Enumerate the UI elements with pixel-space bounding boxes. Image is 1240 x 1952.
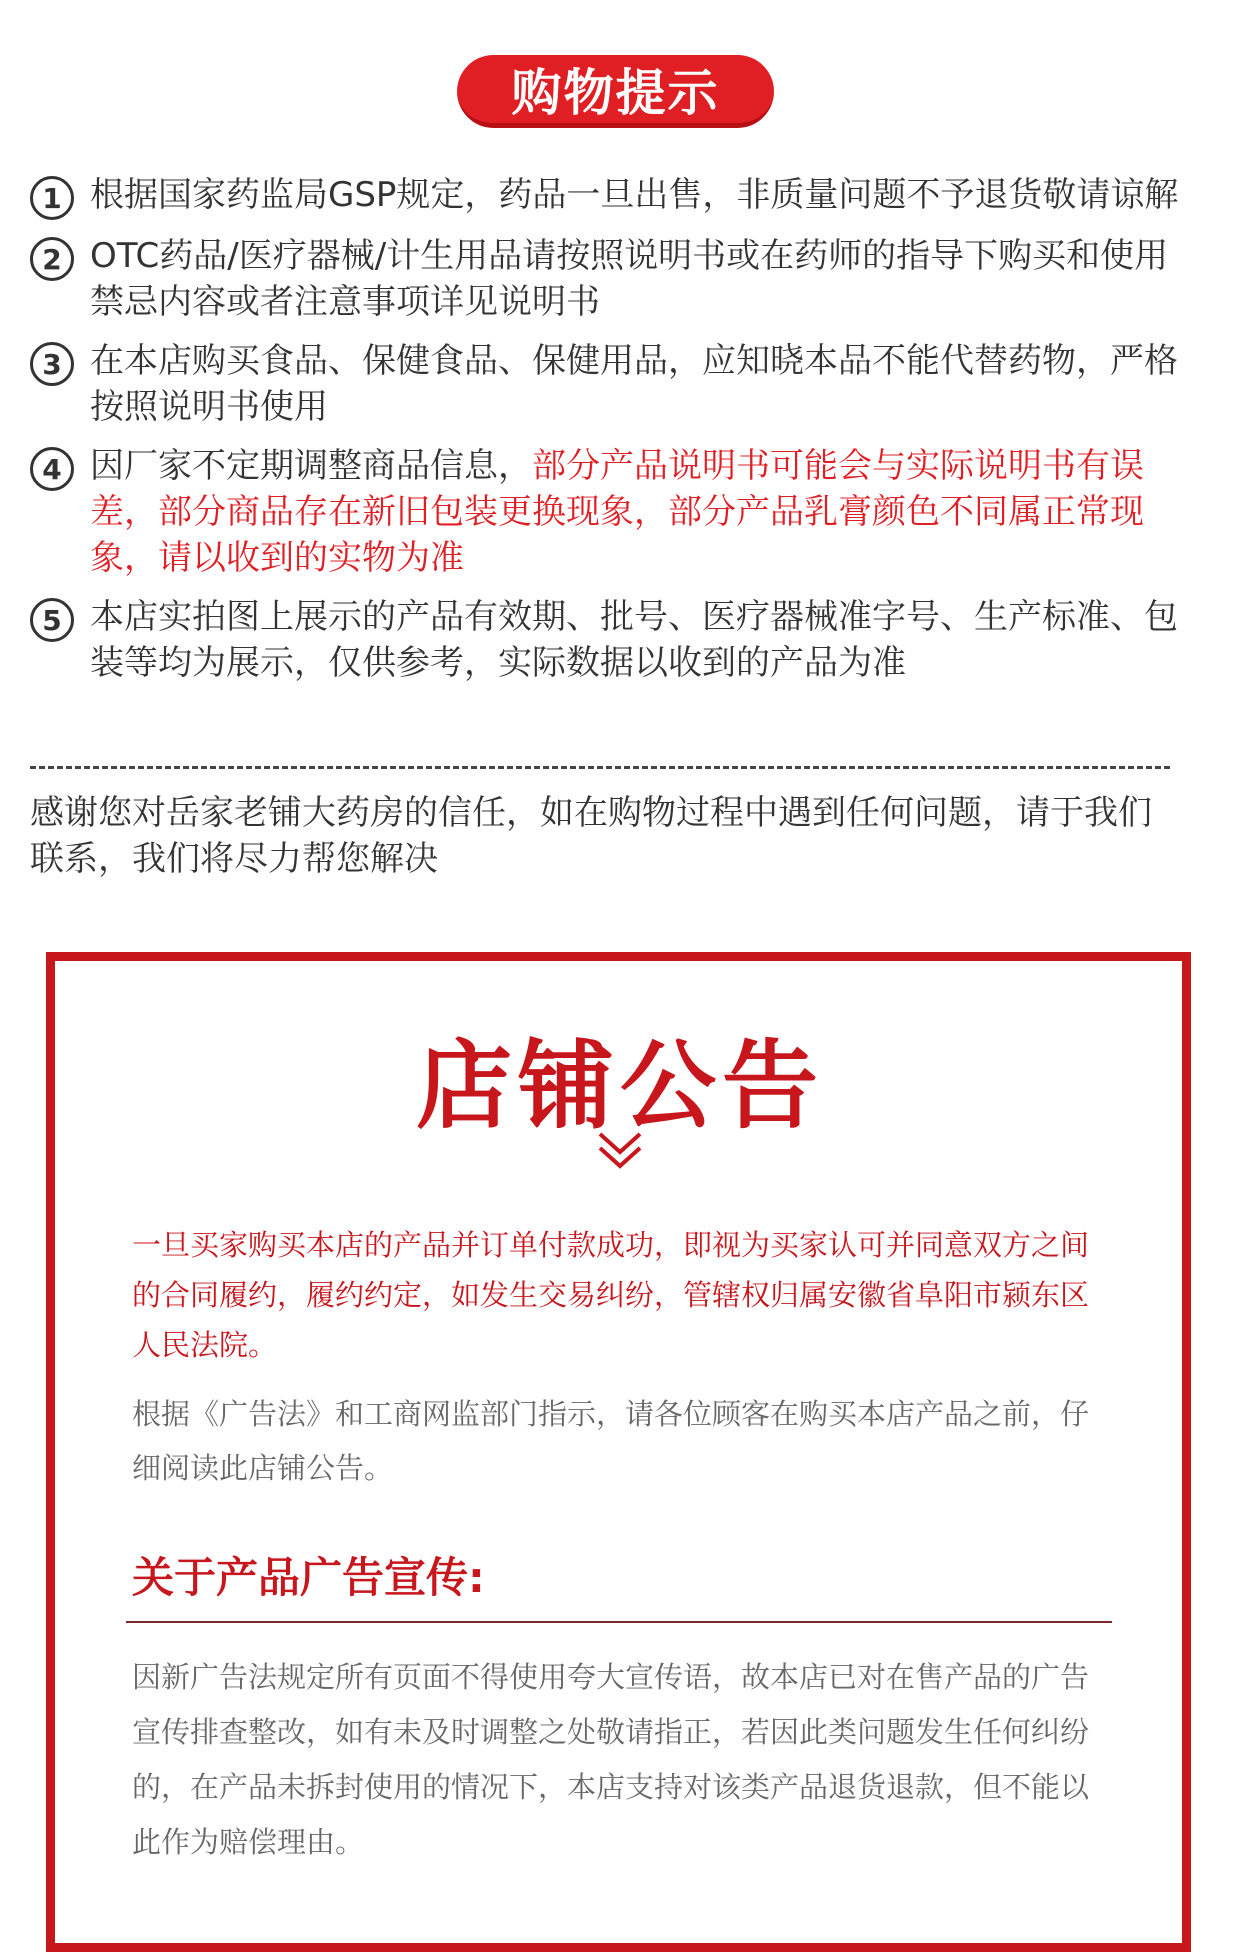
ad-section-text: 因新广告法规定所有页面不得使用夸大宣传语，故本店已对在售产品的广告宣传排查整改，如有未及时调整之处敬请指正，若因此类问题发生任何纠纷的，在产品未拆封使用的情况下，本店支持对该类产品退货退款，但不能以此作为赔偿理由。 <box>132 1660 1090 1859</box>
thanks-message: 感谢您对岳家老铺大药房的信任，如在购物过程中遇到任何问题，请于我们联系，我们将尽力帮您解决 <box>30 793 1152 879</box>
tip-item <box>30 338 1180 430</box>
circled-number: 3 <box>30 342 74 386</box>
jurisdiction-notice: 一旦买家购买本店的产品并订单付款成功，即视为买家认可并同意双方之间的合同履约，履约约定，如发生交易纠纷，管辖权归属安徽省阜阳市颍东区人民法院。 <box>132 1228 1090 1362</box>
tip-item <box>30 233 1180 325</box>
circled-number: 1 <box>30 176 74 220</box>
tip-text: 在本店购买食品、保健食品、保健用品，应知晓本品不能代替药物，严格按照说明书使用 <box>90 341 1178 427</box>
tip-text: 根据国家药监局GSP规定，药品一旦出售，非质量问题不予退货敬请谅解 <box>90 175 1179 215</box>
heading-underline <box>126 1621 1112 1623</box>
tip-item <box>30 443 1180 581</box>
tip-text: 因厂家不定期调整商品信息，部分产品说明书可能会与实际说明书有误差，部分商品存在新旧包装更换现象，部分产品乳膏颜色不同属正常现象，请以收到的实物为准 <box>90 446 1144 578</box>
circled-number: 5 <box>30 598 74 642</box>
tip-item <box>30 594 1180 686</box>
tip-text: 本店实拍图上展示的产品有效期、批号、医疗器械准字号、生产标准、包装等均为展示，仅供参考，实际数据以收到的产品为准 <box>90 597 1178 683</box>
ad-section-heading: 关于产品广告宣传: <box>132 1553 485 1602</box>
notice-title: 店铺公告 <box>416 1030 824 1142</box>
ad-law-notice: 根据《广告法》和工商网监部门指示，请各位顾客在购买本店产品之前，仔细阅读此店铺公告。 <box>132 1397 1090 1485</box>
circled-number: 4 <box>30 447 74 491</box>
tip-text: OTC药品/医疗器械/计生用品请按照说明书或在药师的指导下购买和使用禁忌内容或者注意事项详见说明书 <box>90 236 1169 322</box>
tip-highlight: 部分产品说明书可能会与实际说明书有误差，部分商品存在新旧包装更换现象，部分产品乳膏颜色不同属正常现象，请以收到的实物为准 <box>90 446 1144 578</box>
double-chevron-down-icon <box>596 1130 644 1174</box>
dashed-divider <box>30 766 1170 769</box>
circled-number: 2 <box>30 237 74 281</box>
tip-item <box>30 172 1180 220</box>
shopping-tips-title: 购物提示 <box>457 55 774 128</box>
tips-list <box>30 172 1180 699</box>
